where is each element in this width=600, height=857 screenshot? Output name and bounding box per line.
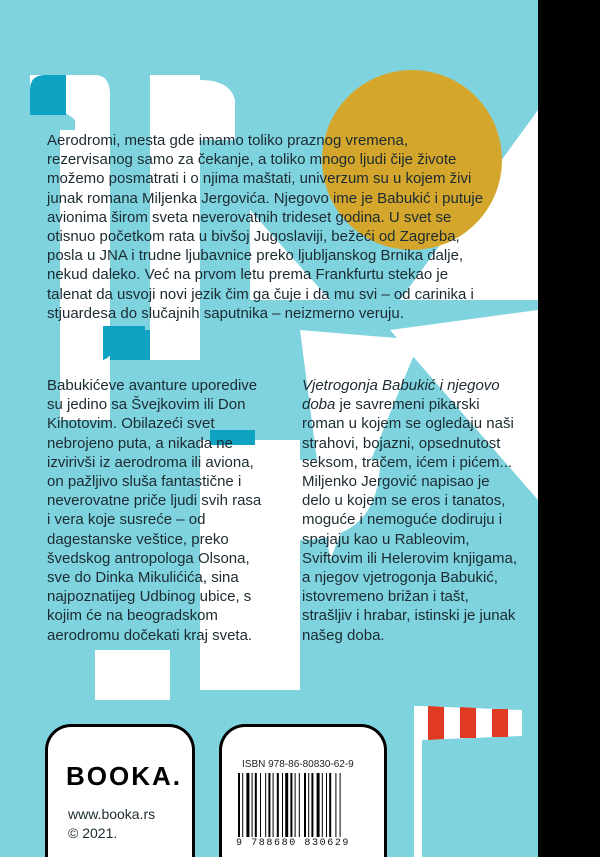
publisher-box [45, 724, 195, 857]
blurb-right-text [302, 376, 522, 645]
barcode [236, 773, 372, 841]
blurb-right-rest: je savremeni pikarski roman u kojem se ogledaju naši strahovi, bojazni, opsednutost seksom, tračem, ićem i pićem... Miljenko Jergović napisao je delo u kojem se eros i tanatos, moguće i nemoguće dodiruju i spajaju kao u Rableovim, Sviftovim ili Helerovim knjigama, a njegov vjetrogonja Babukić, istovremeno brižan i tašt, strašljiv i hrabar, istinski je junak našeg doba. [302, 396, 518, 644]
windsock-stripe [428, 706, 444, 740]
windsock-stripe [460, 707, 476, 738]
publisher-url[interactable]: www.booka.rs [68, 806, 156, 822]
blurb-intro [47, 131, 487, 323]
blurb-intro-text: Aerodromi, mesta gde imamo toliko praznog vremena, rezervisanog samo za čekanje, a toliko mnogo ljudi čije živote možemo posmatrati i o njima maštati, univerzum su u kojem živi junak romana Miljenka Jergovića. Njegovo ime je Babukić i putuje avionima širom sveta neverovatnih trideset godina. U svet se otisnuo početkom rata u bivšoj Jugoslaviji, bežeći od Zagreba, posla u JNA i trudne ljubavnice preko ljubljanskog Brnika dalje, nekud daleko. Već na prvom letu prema Frankfurtu stekao je talenat da usvoji novi jezik čim ga čuje i da mu svi – od carinika i stjuardesa do slučajnih saputnika – neizmerno veruju. [47, 132, 484, 322]
blurb-left-text: Babukićeve avanture uporedive su jedino sa Švejkovim ili Don Kihotovim. Obilazeći svet nebrojeno puta, a nikada ne izvirivši iz aerodroma ili aviona, on pažljivo sluša fantastične i neverovatne priče ljudi svih rasa i vera koje susreće – od dagestanske veštice, preko švedskog antropologa Olsona, sve do Dinka Mikulićića, sina najpoznatijeg Udbinog ubice, s kojim će na beogradskom aerodromu dočekati kraj sveta. [47, 377, 262, 644]
isbn-box [219, 724, 387, 857]
teal-accent [30, 75, 66, 115]
blurb-left-column [47, 376, 267, 645]
windsock-stripe [492, 709, 508, 737]
isbn-label: ISBN 978-86-80830-62-9 [242, 759, 354, 770]
blurb-right-column [302, 376, 522, 645]
copyright-year: © 2021. [68, 825, 118, 841]
publisher-logo: BOOKA. [66, 761, 182, 791]
book-title-italic: Vjetrogonja Babukić i njegovo doba [302, 377, 500, 414]
barcode-digits: 9 788680 830629 [236, 838, 351, 849]
letter-shape [95, 650, 170, 700]
spine-edge [538, 0, 600, 857]
